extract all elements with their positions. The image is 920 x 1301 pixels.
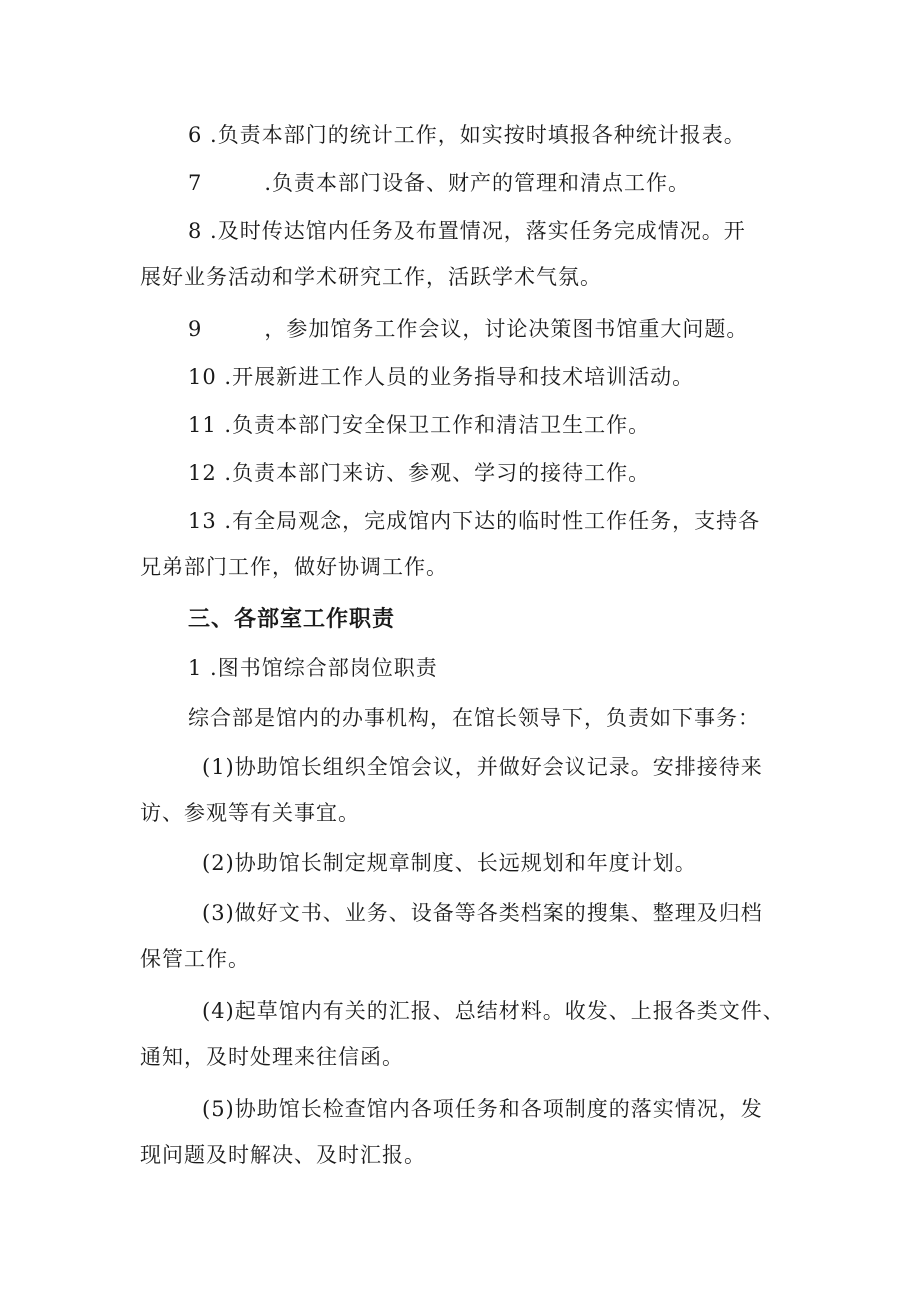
item-12 bbox=[140, 450, 790, 496]
item-13 bbox=[140, 498, 790, 590]
item-text-line2: 展好业务活动和学术研究工作，活跃学术气氛。 bbox=[140, 265, 602, 289]
item-number: 13 bbox=[188, 509, 217, 533]
item-11 bbox=[140, 402, 790, 448]
item-8 bbox=[140, 208, 790, 300]
duty-5: (5)协助馆长检查馆内各项任务和各项制度的落实情况，发 现问题及时解决、及时汇报。 bbox=[140, 1097, 763, 1167]
item-9 bbox=[140, 306, 790, 352]
item-text-line1: .及时传达馆内任务及布置情况，落实任务完成情况。开 bbox=[202, 219, 746, 243]
item-number: 9 bbox=[188, 317, 203, 341]
item-text: .负责本部门的统计工作，如实按时填报各种统计报表。 bbox=[202, 123, 746, 147]
section-heading: 三、各部室工作职责 bbox=[188, 607, 396, 632]
item-number: 12 bbox=[188, 461, 217, 485]
item-10 bbox=[140, 354, 790, 400]
duty-4: (4)起草馆内有关的汇报、总结材料。收发、上报各类文件、 通知，及时处理来往信函。 bbox=[140, 999, 785, 1069]
item-text: ，参加馆务工作会议，讨论决策图书馆重大问题。 bbox=[264, 317, 749, 341]
item-text-line2: 兄弟部门工作，做好协调工作。 bbox=[140, 555, 448, 579]
item-number: 10 bbox=[188, 365, 217, 389]
item-number: 6 bbox=[188, 123, 203, 147]
item-text: .负责本部门安全保卫工作和清洁卫生工作。 bbox=[216, 413, 651, 437]
item-text: .负责本部门来访、参观、学习的接待工作。 bbox=[216, 461, 651, 485]
item-7 bbox=[140, 160, 790, 206]
duty-2: (2)协助馆长制定规章制度、长远规划和年度计划。 bbox=[202, 851, 697, 875]
item-number: 7 bbox=[188, 171, 203, 195]
item-text: .负责本部门设备、财产的管理和清点工作。 bbox=[264, 171, 691, 195]
item-number: 11 bbox=[188, 413, 217, 437]
item-number: 8 bbox=[188, 219, 203, 243]
item-text-line1: .有全局观念，完成馆内下达的临时性工作任务，支持各 bbox=[216, 509, 761, 533]
item-text: .开展新进工作人员的业务指导和技术培训活动。 bbox=[216, 365, 695, 389]
duty-1: (1)协助馆长组织全馆会议，并做好会议记录。安排接待来 访、参观等有关事宜。 bbox=[140, 755, 763, 825]
item-6 bbox=[140, 112, 790, 158]
subsection-title: 1 .图书馆综合部岗位职责 bbox=[188, 656, 438, 680]
duty-3: (3)做好文书、业务、设备等各类档案的搜集、整理及归档 保管工作。 bbox=[140, 901, 763, 971]
intro-paragraph: 综合部是馆内的办事机构，在馆长领导下，负责如下事务： bbox=[188, 706, 760, 730]
